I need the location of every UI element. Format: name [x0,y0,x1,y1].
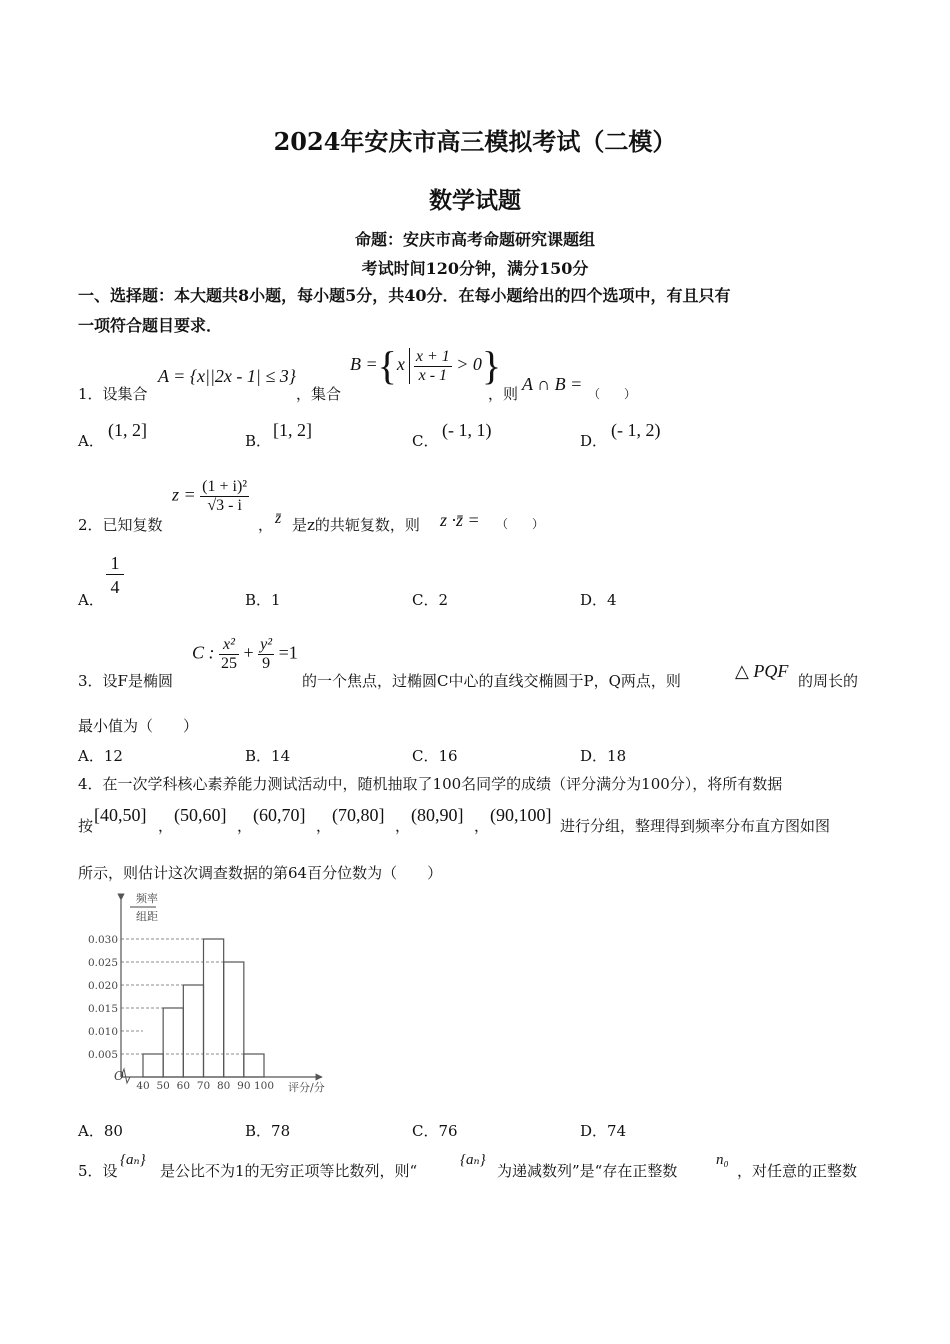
author-line: 命题：安庆市高考命题研究课题组 [354,230,595,249]
section-heading-line1: 一、选择题：本大题共8小题，每小题5分，共40分．在每小题给出的四个选项中，有且只有 [78,286,731,305]
q2-option-a-label: A． [78,591,104,609]
q1-set-a: A = {x||2x - 1| ≤ 3} [158,366,296,386]
hist-bar-70-80 [204,939,224,1077]
q2-den: √3 - i [207,497,242,514]
q3-ellipse [192,636,298,673]
q4-interval-4: (70,80] [332,805,385,825]
hist-ytick-label: 0.025 [87,957,118,969]
q2-frac [200,478,249,515]
q2-option-d: D．4 [580,591,617,609]
q3-triangle: △ PQF [735,661,789,681]
q1-ask: A ∩ B = [522,374,583,394]
q2-paren: （ ） [496,517,545,531]
hist-bar-50-60 [163,1008,183,1077]
hist-xtick-label: 70 [196,1080,211,1092]
q3-frac-x [219,636,239,673]
hist-ytick-label: 0.015 [87,1003,118,1015]
section-heading-line2: 一项符合题目要求． [78,316,223,335]
q1-b-frac [414,348,452,385]
q4-sep-2: ， [237,817,253,835]
q3-x2: x² [219,636,239,655]
q1-b-brace-left: { [377,343,397,388]
q5-an2: {aₙ} [460,1152,486,1168]
q5-mid2: 为递减数列”是“存在正整数 [497,1162,678,1180]
hist-origin: O [114,1069,124,1083]
subject-title: 数学试题 [429,187,521,214]
q5-n0: n₀ [716,1152,729,1168]
q4-sep-3: ， [316,817,332,835]
q2-prefix: 2．已知复数 [78,516,163,534]
q4-option-a: A．80 [78,1122,123,1140]
q3-eq: =1 [278,642,298,663]
q3-option-b: B．14 [245,747,291,765]
hist-xtick-label: 40 [136,1080,150,1092]
exam-title: 2024年安庆市高三模拟考试（二模） [273,127,677,156]
frequency-histogram [78,888,368,1094]
q4-interval-2: (50,60] [174,805,227,825]
q1-option-a-value: (1, 2] [108,420,147,440]
q3-plus: + [243,642,254,663]
hist-bar-90-100 [244,1054,264,1077]
q4-interval-3: (60,70] [253,805,306,825]
q1-option-c-value: (- 1, 1) [442,420,492,440]
q1-post: ，则 [488,385,519,403]
q2-mid: 是z的共轭复数，则 [292,516,420,534]
q4-sep-4: ， [395,817,411,835]
q1-b-lhs: B = [350,354,378,375]
hist-xtick-label: 90 [237,1080,251,1092]
hist-xtick-label: 50 [156,1080,170,1092]
q3-y2: y² [260,636,273,653]
q3-option-d: D．18 [580,747,627,765]
hist-ylabel-top: 频率 [136,892,158,905]
q1-set-b [350,343,502,388]
q2-option-a-num: 1 [106,552,124,575]
q2-option-b: B．1 [245,591,281,609]
q4-option-d: D．74 [580,1122,627,1140]
hist-xtick-label: 80 [216,1080,231,1092]
q1-option-d-value: (- 1, 2) [611,420,661,440]
q3-prefix: 3．设F是椭圆 [78,672,173,690]
time-line: 考试时间120分钟，满分150分 [361,259,589,278]
hist-ytick-label: 0.030 [87,934,118,946]
hist-bar-40-50 [143,1054,163,1077]
hist-xlabel: 评分/分 [288,1081,325,1094]
q4-option-c: C．76 [412,1122,458,1140]
q4-sep-1: ， [158,817,174,835]
q1-b-x: x [396,354,405,375]
q3-c-lhs: C : [192,642,215,663]
q5-prefix: 5．设 [78,1162,118,1180]
q4-sep-5: ， [474,817,490,835]
q1-b-gt: > 0 [456,354,482,375]
q4-interval-6: (90,100] [490,805,552,825]
q1-mid: ，集合 [296,385,342,403]
hist-xtick-label: 100 [253,1080,275,1092]
q1-b-den: x - 1 [418,366,448,384]
hist-ytick-label: 0.020 [87,980,118,992]
q1-b-num: x + 1 [415,347,450,365]
hist-grid [121,939,244,1054]
q2-zbar: z̄ [275,510,282,527]
q3-25: 25 [221,655,237,672]
q1-option-b-label: B． [245,432,272,450]
hist-xticks [136,1080,274,1092]
hist-bar-60-70 [183,985,203,1077]
q4-option-b: B．78 [245,1122,291,1140]
q2-comma: ， [258,516,274,534]
q2-product: z ·z̄ = [440,510,480,530]
q3-option-c: C．16 [412,747,458,765]
q4-line1: 4．在一次学科核心素养能力测试活动中，随机抽取了100名同学的成绩（评分满分为100分），将所有数据 [78,775,783,793]
q2-formula [172,478,249,515]
q3-frac-y [258,636,274,673]
hist-bar-80-90 [224,962,244,1077]
q1-option-a-label: A． [78,432,104,450]
q1-option-b-value: [1, 2] [273,420,312,440]
q1-b-brace-right: } [481,343,502,388]
q1-b-bar [409,348,410,384]
section-heading [78,281,878,341]
q5-post: ，对任意的正整数 [737,1162,858,1180]
q2-num: (1 + i)² [202,478,248,495]
q3-post: 的周长的 [798,672,859,690]
q3-line2: 最小值为（ ） [78,717,199,735]
q3-9: 9 [262,655,271,672]
q4-interval-1: [40,50] [94,805,147,825]
q5-an: {aₙ} [120,1152,146,1168]
hist-ylabel-bottom: 组距 [136,910,158,923]
q1-prefix: 1．设集合 [78,385,148,403]
q1-paren: （ ） [588,387,637,401]
q4-interval-5: (80,90] [411,805,464,825]
q3-option-a: A．12 [78,747,123,765]
q4-post: 进行分组，整理得到频率分布直方图如图 [560,817,831,835]
q5-mid1: 是公比不为1的无穷正项等比数列，则“ [160,1162,418,1180]
q2-option-a-den: 4 [110,577,120,597]
q2-option-c: C．2 [412,591,449,609]
hist-ytick-label: 0.010 [87,1026,118,1038]
q2-z-lhs: z = [172,484,196,505]
q1-option-d-label: D． [580,432,608,450]
q1-option-c-label: C． [412,432,439,450]
hist-ytick-label: 0.005 [87,1049,118,1061]
hist-yticks [88,934,118,1061]
q2-option-a-frac [106,552,124,599]
hist-xtick-label: 60 [176,1080,191,1092]
q4-line3: 所示，则估计这次调查数据的第64百分位数为（ ） [78,864,443,882]
q4-an: 按 [78,817,94,835]
q3-mid: 的一个焦点，过椭圆C中心的直线交椭圆于P，Q两点，则 [302,672,681,690]
